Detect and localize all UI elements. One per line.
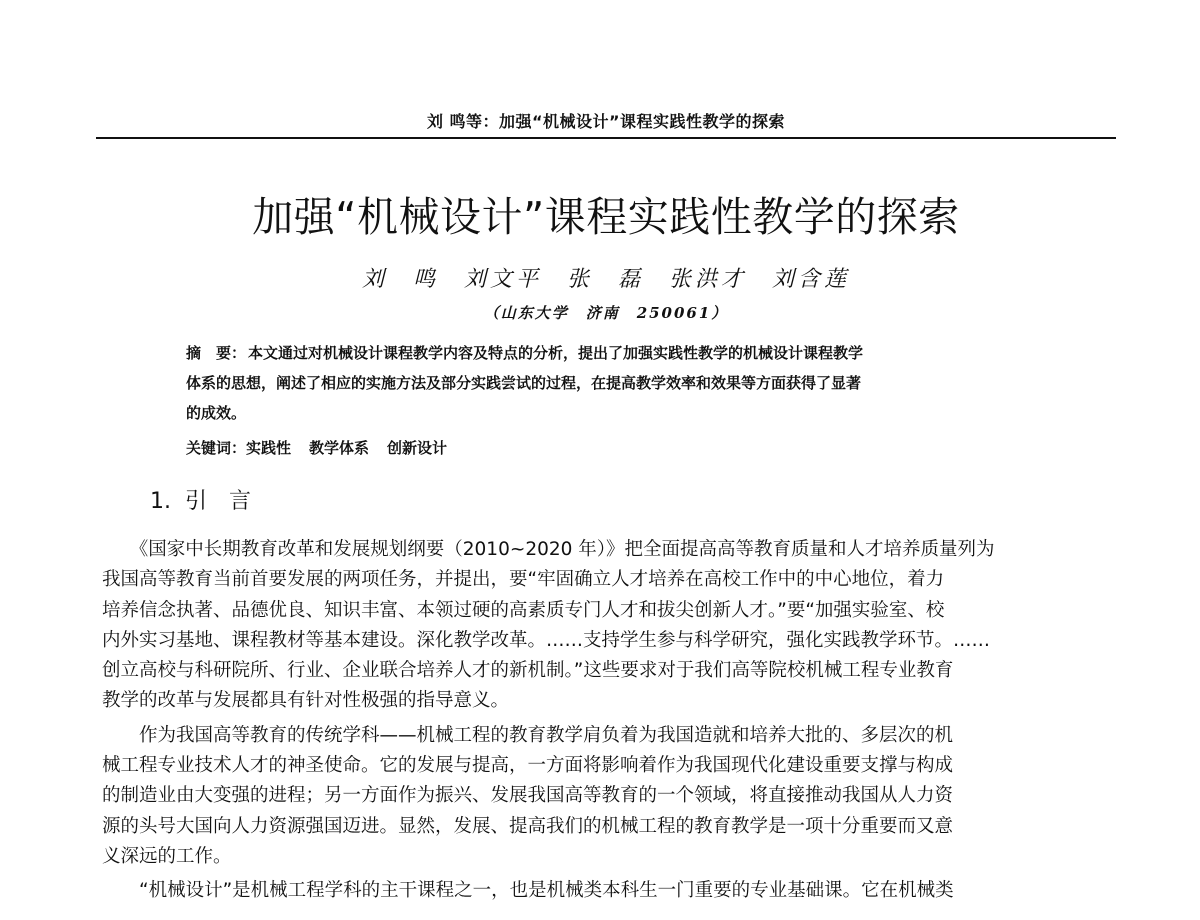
- section-heading: [150, 484, 273, 515]
- author: 刘 鸣: [361, 267, 439, 292]
- body-line: “机械设计”是机械工程学科的主干课程之一，也是机械类本科生一门重要的专业基础课。它在机械类: [102, 880, 954, 902]
- keywords-label: 关键词：: [186, 439, 247, 457]
- body-line: 作为我国高等教育的传统学科——机械工程的教育教学肩负着为我国造就和培养大批的、多层次的机: [102, 724, 954, 746]
- abstract-line: 的成效。: [186, 404, 247, 422]
- author: 刘文平: [463, 267, 542, 292]
- body-line: 创立高校与科研院所、行业、企业联合培养人才的新机制。”这些要求对于我们高等院校机械工程专业教育: [102, 660, 954, 682]
- paragraph: [102, 721, 1122, 872]
- abstract-label: 摘 要：: [186, 344, 247, 362]
- body-line: 械工程专业技术人才的神圣使命。它的发展与提高，一方面将影响着作为我国现代化建设重要支撑与构成: [102, 755, 954, 777]
- author: 刘含莲: [772, 267, 851, 292]
- keyword: 实践性: [246, 439, 292, 457]
- section-number: 1.: [150, 489, 171, 514]
- section-title: 引言: [185, 489, 274, 514]
- body-line: 我国高等教育当前首要发展的两项任务，并提出，要“牢固确立人才培养在高校工作中的中心地位，着力: [102, 569, 945, 591]
- paper-title: 加强“机械设计”课程实践性教学的探索: [252, 193, 960, 241]
- author-list: [96, 262, 1116, 293]
- paragraph: [102, 876, 1122, 906]
- abstract-text: 本文通过对机械设计课程教学内容及特点的分析，提出了加强实践性教学的机械设计课程教学: [248, 344, 864, 362]
- running-head: 刘 鸣等：加强“机械设计”课程实践性教学的探索: [426, 112, 786, 131]
- header-rule: [96, 137, 1116, 139]
- body-line: 义深远的工作。: [102, 845, 232, 867]
- affiliation: （山东大学 济南 250061）: [483, 304, 729, 322]
- author: 张洪才: [668, 267, 747, 292]
- body-line: 教学的改革与发展都具有针对性极强的指导意义。: [102, 690, 510, 712]
- keywords: [186, 437, 465, 458]
- body-line: 内外实习基地、课程教材等基本建设。深化教学改革。……支持学生参与科学研究，强化实践教学环节。……: [102, 629, 991, 651]
- abstract-line: [186, 338, 1038, 368]
- keyword: 创新设计: [387, 439, 448, 457]
- abstract-line: 体系的思想，阐述了相应的实施方法及部分实践尝试的过程，在提高教学效率和效果等方面获得了显著: [186, 374, 862, 392]
- abstract: [186, 338, 1038, 428]
- body-line: 培养信念执著、品德优良、知识丰富、本领过硬的高素质专门人才和拔尖创新人才。”要“加强实验室、校: [102, 599, 945, 621]
- keyword: 教学体系: [309, 439, 370, 457]
- body-line: 《国家中长期教育改革和发展规划纲要（2010~2020 年）》把全面提高高等教育质量和人才培养质量列为: [102, 539, 995, 560]
- body-line: 源的头号大国向人力资源强国迈进。显然，发展、提高我们的机械工程的教育教学是一项十分重要而又意: [102, 815, 954, 837]
- author: 张 磊: [566, 267, 644, 292]
- paragraph: [102, 535, 1122, 717]
- body-text: [102, 535, 1122, 907]
- body-line: 的制造业由大变强的进程；另一方面作为振兴、发展我国高等教育的一个领域，将直接推动我国从人力资: [102, 785, 954, 807]
